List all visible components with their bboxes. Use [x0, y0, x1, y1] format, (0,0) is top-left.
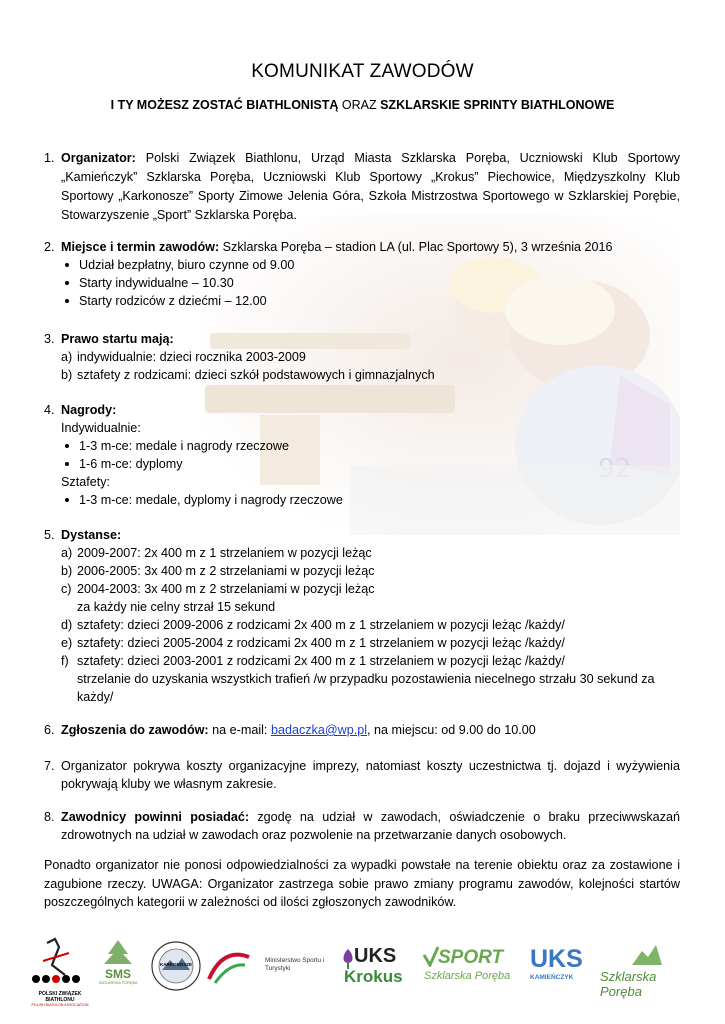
section-registration	[44, 721, 680, 739]
item-continuation: za każdy nie celny strzał 15 sekund	[77, 600, 276, 614]
logo-text: Szklarska Poręba	[600, 969, 657, 999]
subtitle-part1: I TY MOŻESZ ZOSTAĆ BIATHLONISTĄ	[110, 98, 339, 112]
section-prizes	[44, 401, 680, 509]
logo-text: Ministerstwo Sportu i Turystyki	[265, 957, 325, 972]
logo-text: Krokus	[344, 967, 403, 986]
bullet-icon	[65, 281, 69, 285]
pzbiath-emblem-icon	[25, 937, 95, 985]
email-link[interactable]: badaczka@wp.pl	[270, 723, 368, 737]
logo-uks-krokus	[340, 947, 408, 995]
list-item	[61, 348, 680, 366]
closing-paragraph: Ponadto organizator nie ponosi odpowiedzialności za wypadki powstałe na terenie obiektu oraz za zostawione i zagubione rzeczy. UWAGA: Organizator zastrzega sobie prawo zmiany programu zawodów, kolejności startów poszczególnych kategorii w zależności od ilości zgłoszonych zawodników.	[44, 858, 680, 909]
list-item	[63, 292, 680, 310]
section-number: 6.	[44, 723, 55, 737]
item-text: 2004-2003: 3x 400 m z 2 strzelaniami w pozycji leżąc	[77, 582, 375, 596]
logo-text: KARKONOSZE	[159, 962, 192, 967]
section-label: Organizator:	[61, 151, 136, 165]
item-text: 2009-2007: 2x 400 m z 1 strzelaniem w pozycji leżąc	[77, 546, 372, 560]
subtitle-part2: SZKLARSKIE SPRINTY BIATHLONOWE	[380, 98, 615, 112]
list-item	[61, 652, 680, 670]
logo-text: SMS	[104, 967, 131, 981]
logo-text: POLISH BIATHLON ASSOCIATION	[31, 1003, 89, 1007]
logo-text: UKS	[354, 945, 397, 967]
item-letter: f)	[61, 654, 69, 668]
list-item	[63, 274, 680, 292]
bullet-text: Starty indywidualne – 10.30	[79, 276, 234, 290]
logo-ministerstwo	[205, 949, 330, 989]
section-number: 1.	[44, 151, 55, 165]
logo-uks-kamienczyk	[530, 945, 592, 993]
list-item	[61, 580, 680, 598]
bullet-icon	[65, 263, 69, 267]
list-item	[61, 634, 680, 652]
item-letter: d)	[61, 618, 73, 632]
logo-text: UKS	[530, 945, 583, 973]
section-text: Polski Związek Biathlonu, Urząd Miasta Szklarska Poręba, Uczniowski Klub Sportowy „Kamieńczyk” Szklarska Poręba, Uczniowski Klub Sportowy „Krokus” Piechowice, Międzyszkolny Klub Sportowy „Karkonosze” Sporty Zimowe Jelenia Góra, Szkoła Mistrzostwa Sportowego w Szklarskiej Porębie, Stowarzyszenie „Sport” Szklarska Poręba.	[61, 151, 680, 222]
item-text: indywidualnie: dzieci rocznika 2003-2009	[77, 350, 306, 364]
section-number: 5.	[44, 528, 55, 542]
section-eligibility	[44, 330, 680, 384]
logo-sms	[98, 940, 138, 996]
subtitle-middle: ORAZ	[338, 98, 381, 112]
ministry-swoosh-icon	[205, 949, 253, 985]
item-letter: a)	[61, 546, 73, 560]
list-item	[61, 366, 680, 384]
section-text: na e-mail:	[208, 723, 271, 737]
bullet-text: Starty rodziców z dziećmi – 12.00	[79, 294, 267, 308]
item-text: sztafety: dzieci 2003-2001 z rodzicami 2x 400 m z 1 strzelaniem w pozycji leżąc /każdy/	[77, 654, 565, 668]
section-label: Zgłoszenia do zawodów:	[61, 723, 209, 737]
section-label: Nagrody:	[61, 403, 117, 417]
logo-szklarska-poreba	[600, 943, 700, 999]
item-letter: b)	[61, 564, 73, 578]
bullet-icon	[65, 462, 69, 466]
section-label: Prawo startu mają:	[61, 332, 174, 346]
item-text: sztafety: dzieci 2005-2004 z rodzicami 2x 400 m z 1 strzelaniem w pozycji leżąc /każdy/	[77, 636, 565, 650]
page-subtitle	[0, 98, 725, 112]
logo-text: KAMIEŃCZYK	[530, 974, 574, 981]
section-label: Zawodnicy powinni posiadać:	[61, 810, 250, 824]
item-letter: a)	[61, 350, 73, 364]
item-letter: e)	[61, 636, 73, 650]
list-item	[61, 616, 680, 634]
logo-text: SZKLARSKA PORĘBA	[98, 981, 138, 985]
section-number: 8.	[44, 810, 55, 824]
section-text: zgodę na udział w zawodach, oświadczenie o braku przeciwwskazań zdrowotnych na udział w zawodach oraz pozwolenie na przetwarzanie danych osobowych.	[61, 810, 680, 842]
section-number: 4.	[44, 403, 55, 417]
list-item	[61, 544, 680, 562]
section-place-date	[44, 238, 680, 310]
bullet-icon	[65, 299, 69, 303]
logo-text: SPORT	[438, 947, 504, 968]
item-letter: b)	[61, 368, 73, 382]
bullet-text: 1-3 m-ce: medale i nagrody rzeczowe	[79, 439, 289, 453]
section-requirements	[44, 808, 680, 844]
section-label: Dystanse:	[61, 528, 122, 542]
item-text: sztafety: dzieci 2009-2006 z rodzicami 2x 400 m z 1 strzelaniem w pozycji leżąc /każdy/	[77, 618, 565, 632]
bullet-icon	[65, 498, 69, 502]
section-label: Miejsce i termin zawodów:	[61, 240, 220, 254]
section-number: 3.	[44, 332, 55, 346]
list-item	[63, 256, 680, 274]
section-text: Organizator pokrywa koszty organizacyjne imprezy, natomiast koszty uczestnictwa tj. dojazd i wyżywienia pokrywają kluby we własnym zakresie.	[61, 759, 680, 791]
section-distances	[44, 526, 680, 706]
bullet-text: 1-3 m-ce: medale, dyplomy i nagrody rzeczowe	[79, 493, 343, 507]
list-item	[63, 437, 680, 455]
list-item	[61, 562, 680, 580]
section-number: 7.	[44, 759, 55, 773]
tree-icon	[98, 940, 138, 966]
bullet-text: Udział bezpłatny, biuro czynne od 9.00	[79, 258, 295, 272]
logo-text: POLSKI ZWIĄZEK BIATHLONU	[38, 991, 82, 1003]
page-title: KOMUNIKAT ZAWODÓW	[251, 61, 474, 82]
item-letter: c)	[61, 582, 72, 596]
prizes-individual-label: Indywidualnie:	[61, 421, 141, 435]
list-item	[63, 455, 680, 473]
logo-pzbiath	[25, 937, 95, 1007]
section-text: , na miejscu: od 9.00 do 10.00	[367, 723, 536, 737]
list-item	[63, 491, 680, 509]
logo-text: Szklarska Poręba	[424, 970, 511, 982]
prizes-relay-label: Sztafety:	[61, 475, 110, 489]
section-text: Szklarska Poręba – stadion LA (ul. Plac Sportowy 5), 3 września 2016	[219, 240, 613, 254]
mountain-icon	[630, 943, 664, 967]
bullet-icon	[65, 444, 69, 448]
item-text: 2006-2005: 3x 400 m z 2 strzelaniami w pozycji leżąc	[77, 564, 375, 578]
bullet-text: 1-6 m-ce: dyplomy	[79, 457, 183, 471]
logo-sport-szklarska	[420, 945, 525, 993]
item-text: sztafety z rodzicami: dzieci szkół podstawowych i gimnazjalnych	[77, 368, 435, 382]
item-continuation: strzelanie do uzyskania wszystkich trafień /w przypadku pozostawienia niecelnego strzału 30 sekund za każdy/	[77, 672, 655, 704]
section-costs	[44, 757, 680, 793]
section-organizer	[44, 149, 680, 225]
sponsor-logos	[0, 935, 725, 1005]
logo-karkonosze	[150, 940, 202, 992]
section-number: 2.	[44, 240, 55, 254]
